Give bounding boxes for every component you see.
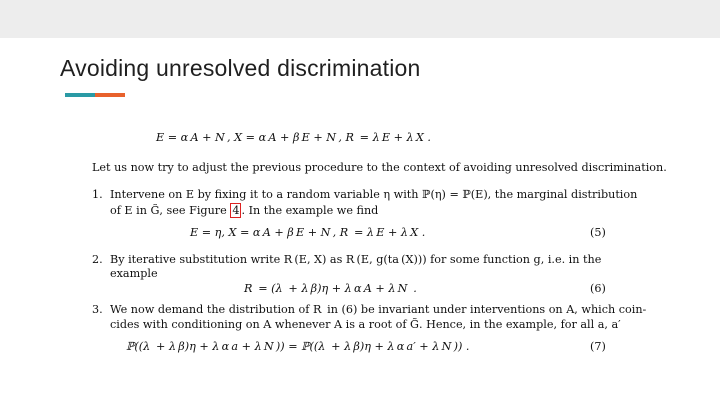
item-1-number: 1.: [92, 188, 103, 201]
item-3-line-1: We now demand the distribution of R in (6) be invariant under interventions on A, which coin-: [110, 303, 647, 316]
equation-number-5: (5): [590, 226, 606, 239]
item-2-number: 2.: [92, 253, 103, 266]
intro-text: Let us now try to adjust the previous procedure to the context of avoiding unresolved discrimination.: [92, 161, 667, 174]
item-3-line-2: cides with conditioning on A whenever A is a root of G̃. Hence, in the example, for all a, a′: [110, 318, 621, 331]
equation-top: E = α A + N , X = α A + β E + N , R = λ E + λ X .: [156, 131, 431, 144]
equation-number-7: (7): [590, 340, 606, 353]
equation-number-6: (6): [590, 282, 606, 295]
equation-7: ℙ((λ + λ β)η + λ α a + λ N )) = ℙ((λ + λ β)η + λ α a′ + λ N )) .: [126, 340, 470, 353]
equation-5: E = η, X = α A + β E + N , R = λ E + λ X .: [190, 226, 426, 239]
item-1-line-2: [110, 204, 378, 218]
slide-title: Avoiding unresolved discrimination: [60, 55, 421, 81]
item-1-line-1: Intervene on E by fixing it to a random variable η with ℙ(η) = ℙ(E), the marginal distribution: [110, 188, 638, 201]
item-1-line-2b: . In the example we find: [241, 204, 379, 217]
item-1-line-2a: of E in G̃, see Figure: [110, 204, 231, 217]
item-2-line-2: example: [110, 267, 158, 280]
equation-6: R = (λ + λ β)η + λ α A + λ N .: [244, 282, 417, 295]
item-3-number: 3.: [92, 303, 103, 316]
item-2-line-1: By iterative substitution write R (E, X) as R (E, g(ta (X))) for some function g, i.e. in the: [110, 253, 602, 266]
figure-reference-link[interactable]: 4: [232, 204, 240, 217]
